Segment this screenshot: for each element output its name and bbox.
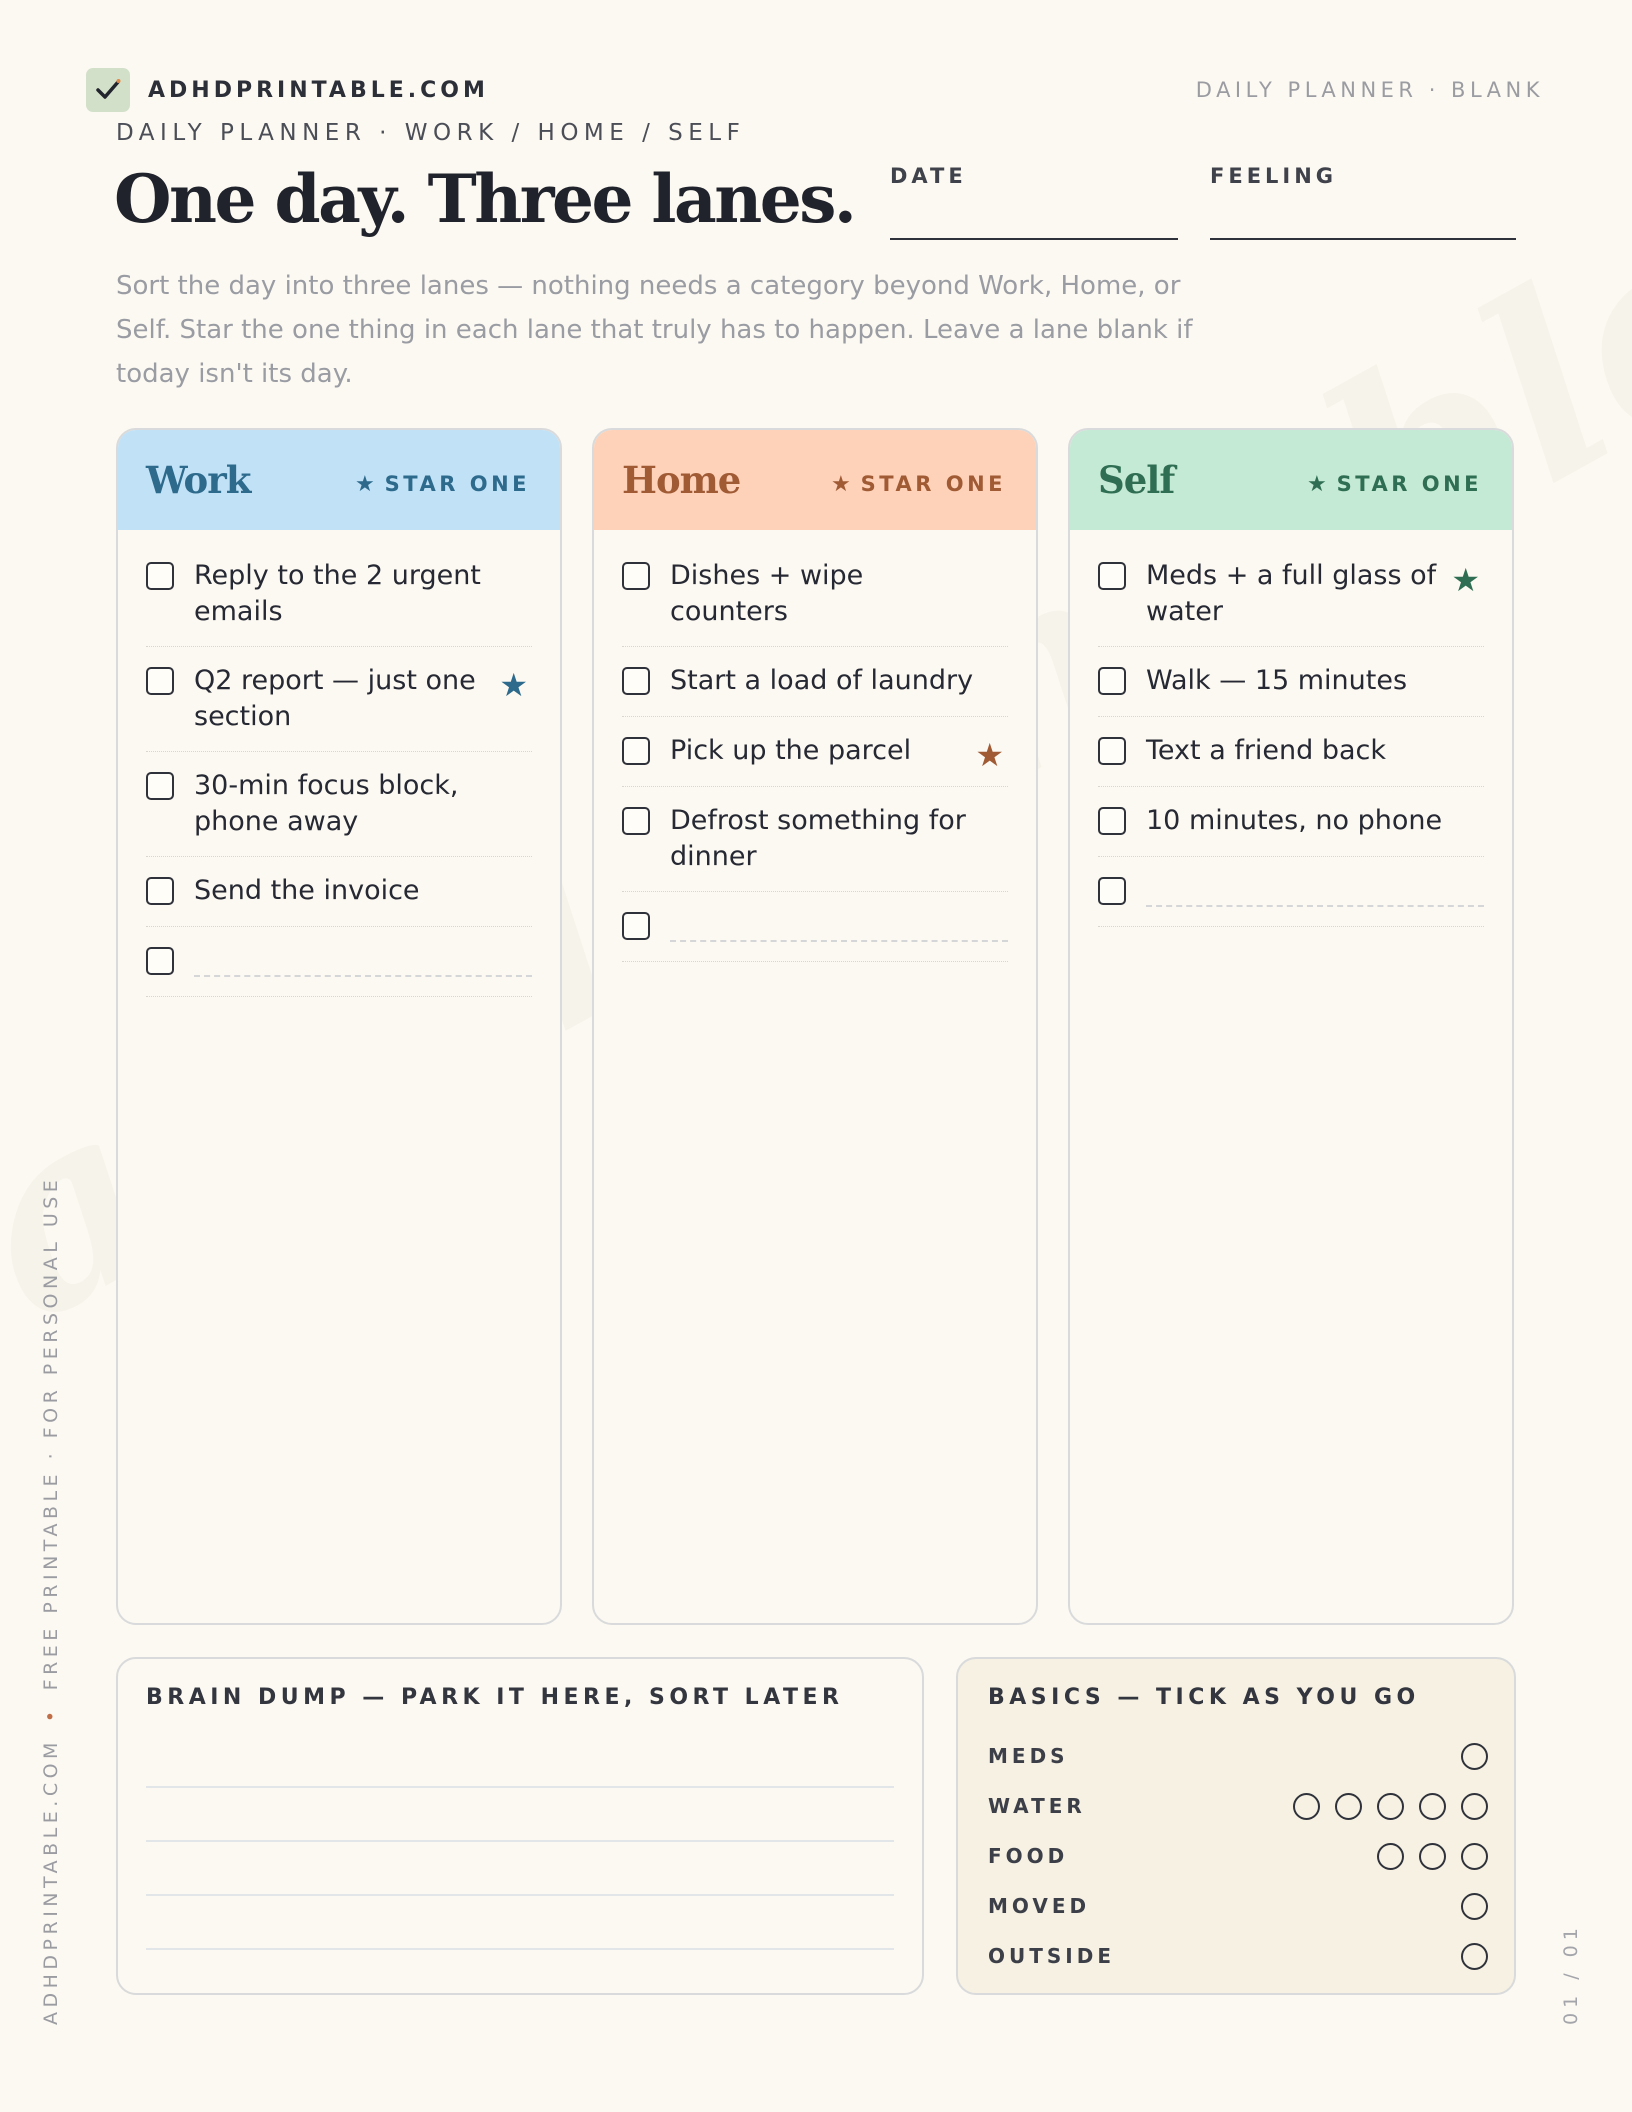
blank-task-line[interactable] xyxy=(194,975,532,977)
tick-circles xyxy=(1446,1743,1488,1770)
task-text: Pick up the parcel xyxy=(670,735,912,766)
lane-self xyxy=(1068,428,1514,1625)
brand-name: ADHDPRINTABLE.COM xyxy=(148,77,489,103)
basics-row-water xyxy=(988,1791,1488,1821)
task-checkbox[interactable] xyxy=(622,912,650,940)
task-checkbox[interactable] xyxy=(622,807,650,835)
blank-task-item xyxy=(146,943,532,997)
tick-circle[interactable] xyxy=(1461,1893,1488,1920)
tick-circle[interactable] xyxy=(1293,1793,1320,1820)
task-item xyxy=(1098,803,1484,857)
tick-circles xyxy=(1446,1943,1488,1970)
task-item xyxy=(146,768,532,857)
task-checkbox[interactable] xyxy=(146,772,174,800)
lane-title: Work xyxy=(146,458,251,502)
task-checkbox[interactable] xyxy=(1098,877,1126,905)
star-icon: ★ xyxy=(830,471,851,497)
star-icon: ★ xyxy=(354,471,375,497)
brain-dump-line[interactable] xyxy=(146,1786,894,1788)
task-checkbox[interactable] xyxy=(146,667,174,695)
star-one-label xyxy=(355,472,530,497)
intro-text: Sort the day into three lanes — nothing needs a category beyond Work, Home, or Self. Star the one thing in each lane that truly has to happen. Leave a lane blank if today isn't its day. xyxy=(116,271,1193,389)
brain-dump-line[interactable] xyxy=(146,1948,894,1950)
star-one-text: STAR ONE xyxy=(384,472,530,496)
task-text: Text a friend back xyxy=(1146,735,1387,766)
basics-panel xyxy=(956,1657,1516,1995)
star-icon: ★ xyxy=(1306,471,1327,497)
basics-label: FOOD xyxy=(988,1844,1069,1868)
tick-circle[interactable] xyxy=(1461,1793,1488,1820)
side-note: FREE PRINTABLE · FOR PERSONAL USE xyxy=(40,1175,62,1691)
tick-circle[interactable] xyxy=(1377,1793,1404,1820)
page-number: 01 / 01 xyxy=(1560,1923,1582,2025)
check-icon xyxy=(86,68,130,112)
task-text: Defrost something for dinner xyxy=(670,805,966,872)
task-text: Q2 report — just one section xyxy=(194,665,476,732)
basics-label: MOVED xyxy=(988,1894,1091,1918)
basics-label: MEDS xyxy=(988,1744,1069,1768)
basics-row-meds xyxy=(988,1741,1488,1771)
task-checkbox[interactable] xyxy=(622,667,650,695)
tick-circle[interactable] xyxy=(1377,1843,1404,1870)
basics-row-food xyxy=(988,1841,1488,1871)
basics-label: WATER xyxy=(988,1794,1086,1818)
task-checkbox[interactable] xyxy=(1098,737,1126,765)
task-item xyxy=(622,733,1008,787)
brain-dump-panel xyxy=(116,1657,924,1995)
task-item xyxy=(1098,733,1484,787)
task-item xyxy=(1098,558,1484,647)
brain-dump-title: BRAIN DUMP — PARK IT HERE, SORT LATER xyxy=(146,1685,844,1710)
task-item xyxy=(146,873,532,927)
tick-circle[interactable] xyxy=(1335,1793,1362,1820)
task-text: Start a load of laundry xyxy=(670,665,974,696)
task-item xyxy=(146,663,532,752)
page-title: One day. Three lanes. xyxy=(114,160,855,238)
star-one-text: STAR ONE xyxy=(860,472,1006,496)
task-checkbox[interactable] xyxy=(1098,807,1126,835)
lane-header xyxy=(594,430,1036,530)
task-item xyxy=(1098,663,1484,717)
lane-work xyxy=(116,428,562,1625)
feeling-field[interactable] xyxy=(1210,238,1516,240)
lane-title: Home xyxy=(622,458,741,502)
lane-title: Self xyxy=(1098,458,1175,502)
eyebrow: DAILY PLANNER · WORK / HOME / SELF xyxy=(116,120,746,146)
task-text: Walk — 15 minutes xyxy=(1146,665,1408,696)
brand[interactable] xyxy=(86,68,489,112)
star-one-text: STAR ONE xyxy=(1336,472,1482,496)
task-text: Dishes + wipe counters xyxy=(670,560,864,627)
basics-row-outside xyxy=(988,1941,1488,1971)
star-icon[interactable]: ★ xyxy=(499,666,528,704)
side-site: ADHDPRINTABLE.COM xyxy=(40,1738,62,2025)
tick-circles xyxy=(1278,1793,1488,1820)
task-text: Meds + a full glass of water xyxy=(1146,560,1437,627)
top-right-label: DAILY PLANNER · BLANK xyxy=(1195,78,1544,102)
lane-home xyxy=(592,428,1038,1625)
basics-label: OUTSIDE xyxy=(988,1944,1115,1968)
task-item xyxy=(622,558,1008,647)
date-label: DATE xyxy=(890,164,967,188)
tick-circles xyxy=(1362,1843,1488,1870)
separator-dot: • xyxy=(40,1706,62,1723)
star-one-label xyxy=(831,472,1006,497)
basics-row-moved xyxy=(988,1891,1488,1921)
star-icon[interactable]: ★ xyxy=(975,736,1004,774)
tick-circle[interactable] xyxy=(1461,1943,1488,1970)
task-item xyxy=(146,558,532,647)
tick-circles xyxy=(1446,1893,1488,1920)
lane-header xyxy=(118,430,560,530)
blank-task-item xyxy=(622,908,1008,962)
task-checkbox[interactable] xyxy=(1098,667,1126,695)
task-text: 30-min focus block, phone away xyxy=(194,770,459,837)
brain-dump-line[interactable] xyxy=(146,1894,894,1896)
brain-dump-line[interactable] xyxy=(146,1840,894,1842)
tick-circle[interactable] xyxy=(1419,1843,1446,1870)
date-field[interactable] xyxy=(890,238,1178,240)
task-item xyxy=(622,803,1008,892)
star-one-label xyxy=(1307,472,1482,497)
tick-circle[interactable] xyxy=(1461,1843,1488,1870)
tick-circle[interactable] xyxy=(1461,1743,1488,1770)
lane-header xyxy=(1070,430,1512,530)
task-checkbox[interactable] xyxy=(1098,562,1126,590)
task-item xyxy=(622,663,1008,717)
task-checkbox[interactable] xyxy=(146,947,174,975)
star-icon[interactable]: ★ xyxy=(1451,561,1480,599)
side-text xyxy=(40,1176,62,2025)
blank-task-line[interactable] xyxy=(1146,905,1484,907)
task-checkbox[interactable] xyxy=(146,877,174,905)
blank-task-line[interactable] xyxy=(670,940,1008,942)
task-checkbox[interactable] xyxy=(622,562,650,590)
task-text: Send the invoice xyxy=(194,875,420,906)
basics-title: BASICS — TICK AS YOU GO xyxy=(988,1685,1420,1710)
task-checkbox[interactable] xyxy=(622,737,650,765)
feeling-label: FEELING xyxy=(1210,164,1338,188)
task-checkbox[interactable] xyxy=(146,562,174,590)
blank-task-item xyxy=(1098,873,1484,927)
task-text: Reply to the 2 urgent emails xyxy=(194,560,481,627)
task-text: 10 minutes, no phone xyxy=(1146,805,1443,836)
tick-circle[interactable] xyxy=(1419,1793,1446,1820)
